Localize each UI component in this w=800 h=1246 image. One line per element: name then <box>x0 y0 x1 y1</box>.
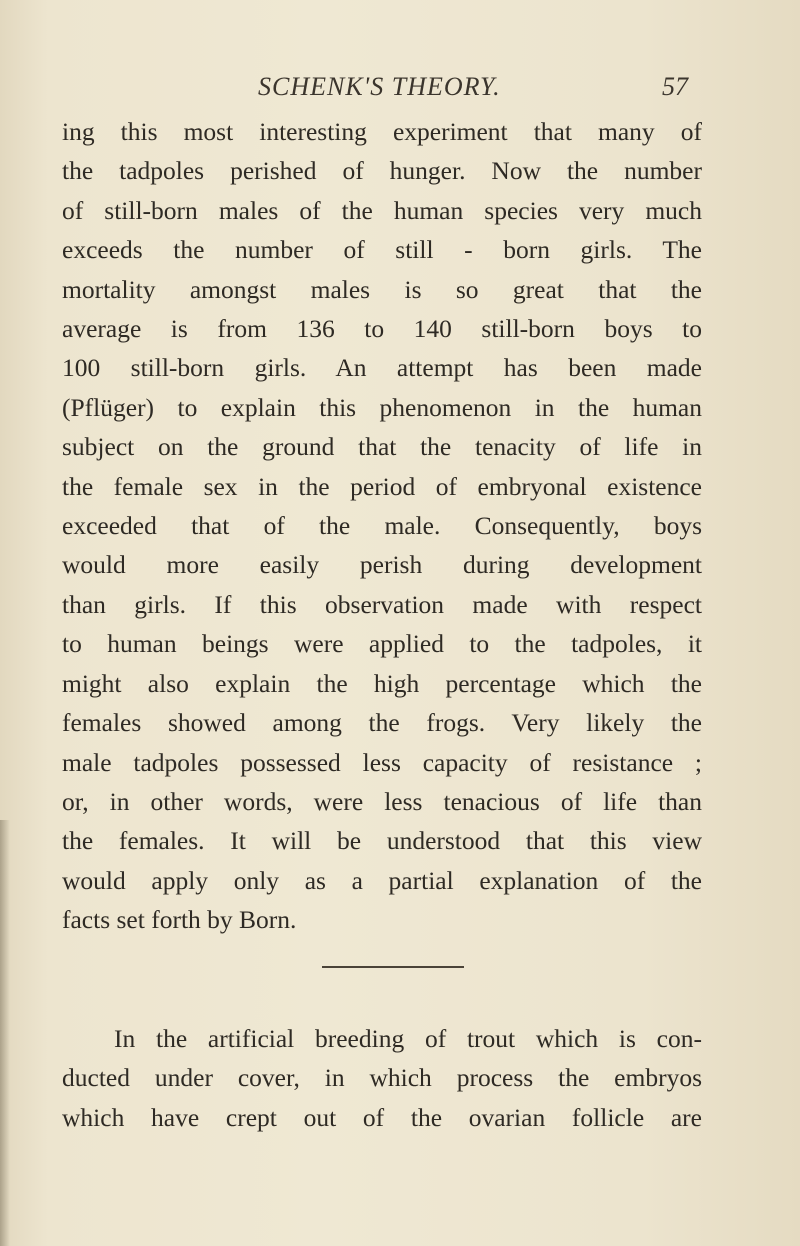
text-line: would more easily perish during development <box>62 550 702 580</box>
text-line: than girls. If this observation made with respect <box>62 589 702 619</box>
text-line: exceeded that of the male. Consequently, boys <box>62 511 702 541</box>
running-head <box>228 72 688 108</box>
running-title: SCHENK'S THEORY. <box>258 72 501 101</box>
text-line: subject on the ground that the tenacity of life in <box>62 432 702 462</box>
text-line: ducted under cover, in which process the embryos <box>62 1063 702 1093</box>
text-line: might also explain the high percentage which the <box>62 668 702 698</box>
text-line: females showed among the frogs. Very likely the <box>62 708 702 738</box>
text-line: average is from 136 to 140 still-born boys to <box>62 314 702 344</box>
page-edge-shadow <box>0 820 10 1246</box>
text-line: the tadpoles perished of hunger. Now the number <box>62 156 702 186</box>
text-line: the females. It will be understood that this view <box>62 826 702 856</box>
text-line: ing this most interesting experiment that many of <box>62 117 702 146</box>
text-line: facts set forth by Born. <box>62 905 297 935</box>
paragraph-1 <box>62 112 702 940</box>
paragraph-2 <box>62 1019 702 1137</box>
text-line: male tadpoles possessed less capacity of resistance ; <box>62 747 702 777</box>
text-line: of still-born males of the human species very much <box>62 195 702 225</box>
text-line: the female sex in the period of embryonal existence <box>62 471 702 501</box>
text-line: would apply only as a partial explanation of the <box>62 865 702 895</box>
text-line: In the artificial breeding of trout which is con- <box>114 1024 702 1053</box>
section-divider <box>322 966 464 968</box>
text-line: mortality amongst males is so great that the <box>62 274 702 304</box>
text-line: which have crept out of the ovarian follicle are <box>62 1102 702 1132</box>
text-line: exceeds the number of still - born girls. The <box>62 235 702 265</box>
text-line: (Pflüger) to explain this phenomenon in the human <box>62 392 702 422</box>
text-line: to human beings were applied to the tadpoles, it <box>62 629 702 659</box>
text-line: or, in other words, were less tenacious of life than <box>62 786 702 816</box>
page-number: 57 <box>662 72 688 101</box>
text-line: 100 still-born girls. An attempt has been made <box>62 353 702 383</box>
